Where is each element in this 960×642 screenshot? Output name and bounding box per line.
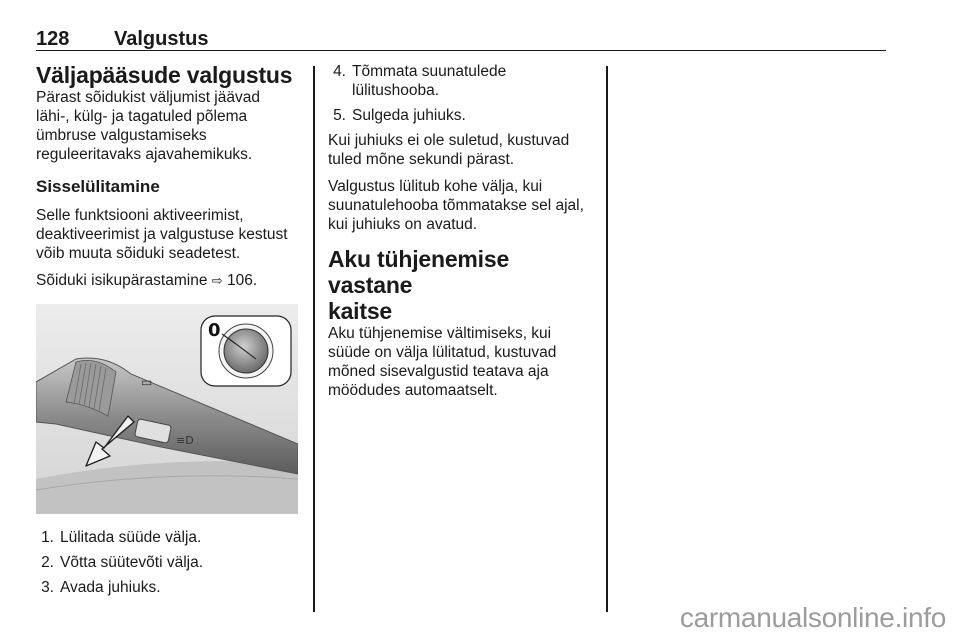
paragraph: Kui juhiuks ei ole suletud, kustuvad tuled mõne sekundi pärast. <box>328 132 570 168</box>
paragraph: Valgustus lülitub kohe välja, kui suunatulehooba tõmmatakse sel ajal, kui juhiuks on avatud. <box>328 178 584 233</box>
svg-text:▭: ▭ <box>141 375 153 389</box>
page-number: 128 <box>36 28 70 50</box>
column-left <box>36 62 300 603</box>
column-middle <box>328 62 598 400</box>
section-title: Aku tühjenemise vastane kaitse <box>328 246 510 324</box>
paragraph: Selle funktsiooni aktiveerimist, deaktiveerimist ja valgustuse kestust võib muuta sõiduki seadetest. <box>36 207 288 262</box>
steps-list <box>36 528 300 597</box>
column-divider <box>606 66 608 612</box>
section-title: Väljapääsude valgustus <box>36 62 293 88</box>
page-header <box>36 26 886 51</box>
page-reference[interactable]: 106. <box>226 272 258 289</box>
steps-list-continued <box>328 62 598 125</box>
list-item: 5. Sulgeda juhiuks. <box>333 107 466 124</box>
reference-paragraph: Sõiduki isikupärastamine ⇨ 106. <box>36 272 258 289</box>
svg-text:≡D: ≡D <box>176 434 194 447</box>
column-divider <box>313 66 315 612</box>
chapter-title: Valgustus <box>114 28 209 50</box>
figure-label: 0 <box>208 320 221 341</box>
list-item: 3. Avada juhiuks. <box>41 579 161 596</box>
list-item: 4. Tõmmata suunatulede lülitushooba. <box>333 63 507 99</box>
paragraph: Aku tühjenemise vältimiseks, kui süüde on välja lülitatud, kustuvad mõned sisevalgustid teatava aja möödudes automaatselt. <box>328 325 557 399</box>
intro-paragraph: Pärast sõidukist väljumist jäävad lähi-, külg- ja tagatuled põlema ümbruse valgustamiseks reguleeritavaks ajavahemikuks. <box>36 89 260 163</box>
list-item: 1. Lülitada süüde välja. <box>41 529 202 546</box>
list-item: 2. Võtta süütevõti välja. <box>41 554 204 571</box>
watermark: carmanualsonline.info <box>679 602 946 633</box>
subsection-title: Sisselülitamine <box>36 177 160 196</box>
page-reference-arrow-icon: ⇨ <box>211 273 223 288</box>
turn-signal-lever-illustration <box>36 304 298 514</box>
